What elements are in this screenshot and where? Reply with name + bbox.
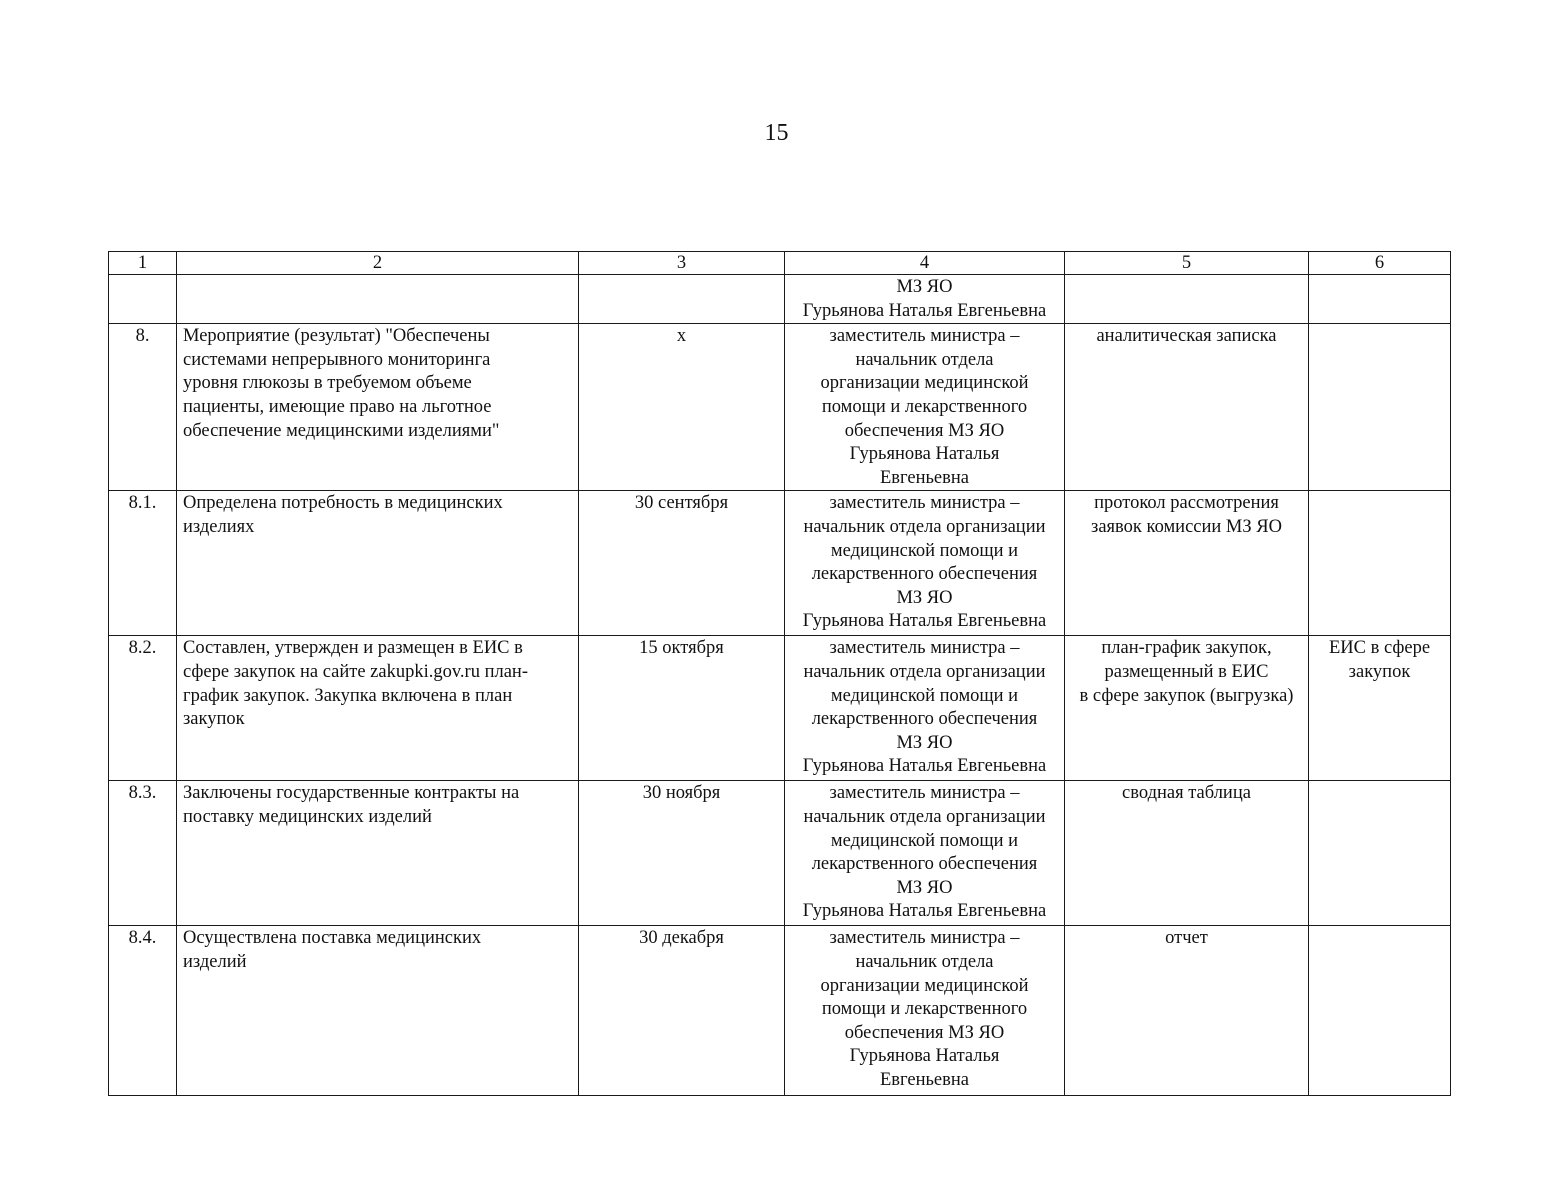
responsible-line: Евгеньевна [880, 1069, 969, 1090]
responsible-line: лекарственного обеспечения [811, 564, 1038, 585]
responsible-line: Гурьянова Наталья Евгеньевна [802, 611, 1047, 632]
responsible-line: начальник отдела организации [803, 806, 1046, 827]
document-line: сводная таблица [1122, 783, 1251, 804]
table-row [109, 781, 1451, 926]
cell-document [1065, 781, 1309, 926]
cell-date: 30 сентября [579, 491, 785, 636]
responsible-line: Евгеньевна [880, 467, 969, 488]
cell-name [177, 324, 579, 491]
cell-document [1065, 491, 1309, 636]
responsible-line: заместитель министра – [829, 493, 1020, 514]
table-row [109, 926, 1451, 1096]
name-line: уровня глюкозы в требуемом объеме [183, 373, 472, 394]
responsible-line: заместитель министра – [829, 783, 1020, 804]
cell-name [177, 275, 579, 324]
responsible-line: МЗ ЯО [896, 587, 953, 608]
responsible-line: помощи и лекарственного [821, 396, 1028, 417]
column-header-4: 4 [785, 252, 1065, 275]
responsible-line: медицинской помощи и [830, 830, 1019, 851]
cell-name [177, 926, 579, 1096]
header-row [109, 252, 1451, 275]
cell-number: 8.2. [109, 636, 177, 781]
cell-info-system [1309, 781, 1451, 926]
table-row [109, 636, 1451, 781]
name-line: системами непрерывного мониторинга [183, 349, 491, 370]
cell-document [1065, 636, 1309, 781]
cell-document [1065, 275, 1309, 324]
cell-name [177, 491, 579, 636]
cell-number [109, 275, 177, 324]
column-header-2: 2 [177, 252, 579, 275]
cell-name [177, 636, 579, 781]
name-line: обеспечение медицинскими изделиями" [183, 420, 500, 441]
cell-responsible [785, 926, 1065, 1096]
name-line: Мероприятие (результат) "Обеспечены [183, 326, 490, 347]
name-line: Определена потребность в медицинских [183, 493, 503, 514]
responsible-line: медицинской помощи и [830, 685, 1019, 706]
cell-responsible [785, 491, 1065, 636]
responsible-line: заместитель министра – [829, 638, 1020, 659]
document-line: план-график закупок, [1101, 638, 1272, 659]
responsible-line: Гурьянова Наталья [849, 1046, 1000, 1067]
responsible-line: обеспечения МЗ ЯО [844, 420, 1005, 441]
cell-info-system [1309, 324, 1451, 491]
column-header-6: 6 [1309, 252, 1451, 275]
activity-table [108, 251, 1451, 1096]
responsible-line: МЗ ЯО [896, 732, 953, 753]
responsible-line: МЗ ЯО [896, 277, 953, 297]
responsible-line: заместитель министра – [829, 928, 1020, 949]
table-row [109, 324, 1451, 491]
document-line: размещенный в ЕИС [1104, 661, 1269, 682]
cell-number: 8. [109, 324, 177, 491]
cell-name [177, 781, 579, 926]
cell-date: 30 ноября [579, 781, 785, 926]
name-line: изделиях [183, 516, 255, 537]
info-line: ЕИС в сфере [1328, 638, 1431, 659]
responsible-line: Гурьянова Наталья [849, 444, 1000, 465]
cell-responsible [785, 275, 1065, 324]
table-row [109, 491, 1451, 636]
cell-date [579, 275, 785, 324]
name-line: сфере закупок на сайте zakupki.gov.ru план- [183, 661, 528, 682]
document-line: в сфере закупок (выгрузка) [1079, 685, 1294, 706]
cell-document [1065, 926, 1309, 1096]
cell-number: 8.4. [109, 926, 177, 1096]
responsible-line: помощи и лекарственного [821, 999, 1028, 1020]
cell-document [1065, 324, 1309, 491]
cell-number: 8.1. [109, 491, 177, 636]
responsible-line: начальник отдела организации [803, 516, 1046, 537]
cell-info-system [1309, 926, 1451, 1096]
responsible-line: Гурьянова Наталья Евгеньевна [802, 300, 1047, 321]
cell-info-system [1309, 491, 1451, 636]
responsible-line: начальник отдела [855, 349, 994, 370]
cell-number: 8.3. [109, 781, 177, 926]
responsible-line: начальник отдела [855, 951, 994, 972]
continuation-row [109, 275, 1451, 324]
column-header-5: 5 [1065, 252, 1309, 275]
responsible-line: медицинской помощи и [830, 540, 1019, 561]
column-header-1: 1 [109, 252, 177, 275]
responsible-line: обеспечения МЗ ЯО [844, 1022, 1005, 1043]
info-line: закупок [1348, 661, 1411, 682]
document-line: протокол рассмотрения [1094, 493, 1279, 514]
name-line: пациенты, имеющие право на льготное [183, 396, 492, 417]
cell-date: 15 октября [579, 636, 785, 781]
name-line: изделий [183, 951, 247, 972]
responsible-line: начальник отдела организации [803, 661, 1046, 682]
cell-info-system [1309, 636, 1451, 781]
table-rows [109, 324, 1451, 1096]
name-line: Осуществлена поставка медицинских [183, 928, 482, 949]
name-line: закупок [183, 709, 245, 730]
responsible-line: лекарственного обеспечения [811, 709, 1038, 730]
cell-date: х [579, 324, 785, 491]
name-line: Заключены государственные контракты на [183, 783, 520, 804]
responsible-line: Гурьянова Наталья Евгеньевна [802, 756, 1047, 777]
document-line: отчет [1165, 928, 1208, 949]
page-number: 15 [764, 120, 789, 146]
cell-responsible [785, 324, 1065, 491]
responsible-line: организации медицинской [820, 975, 1029, 996]
cell-responsible [785, 781, 1065, 926]
responsible-line: МЗ ЯО [896, 877, 953, 898]
responsible-line: лекарственного обеспечения [811, 854, 1038, 875]
name-line: график закупок. Закупка включена в план [183, 685, 513, 706]
responsible-line: организации медицинской [820, 373, 1029, 394]
name-line: поставку медицинских изделий [183, 806, 432, 827]
cell-date: 30 декабря [579, 926, 785, 1096]
cell-info-system [1309, 275, 1451, 324]
document-line: аналитическая записка [1096, 326, 1277, 347]
document-line: заявок комиссии МЗ ЯО [1091, 516, 1282, 537]
column-header-3: 3 [579, 252, 785, 275]
cell-responsible [785, 636, 1065, 781]
name-line: Составлен, утвержден и размещен в ЕИС в [183, 638, 523, 659]
responsible-line: заместитель министра – [829, 326, 1020, 347]
responsible-line: Гурьянова Наталья Евгеньевна [802, 901, 1047, 922]
